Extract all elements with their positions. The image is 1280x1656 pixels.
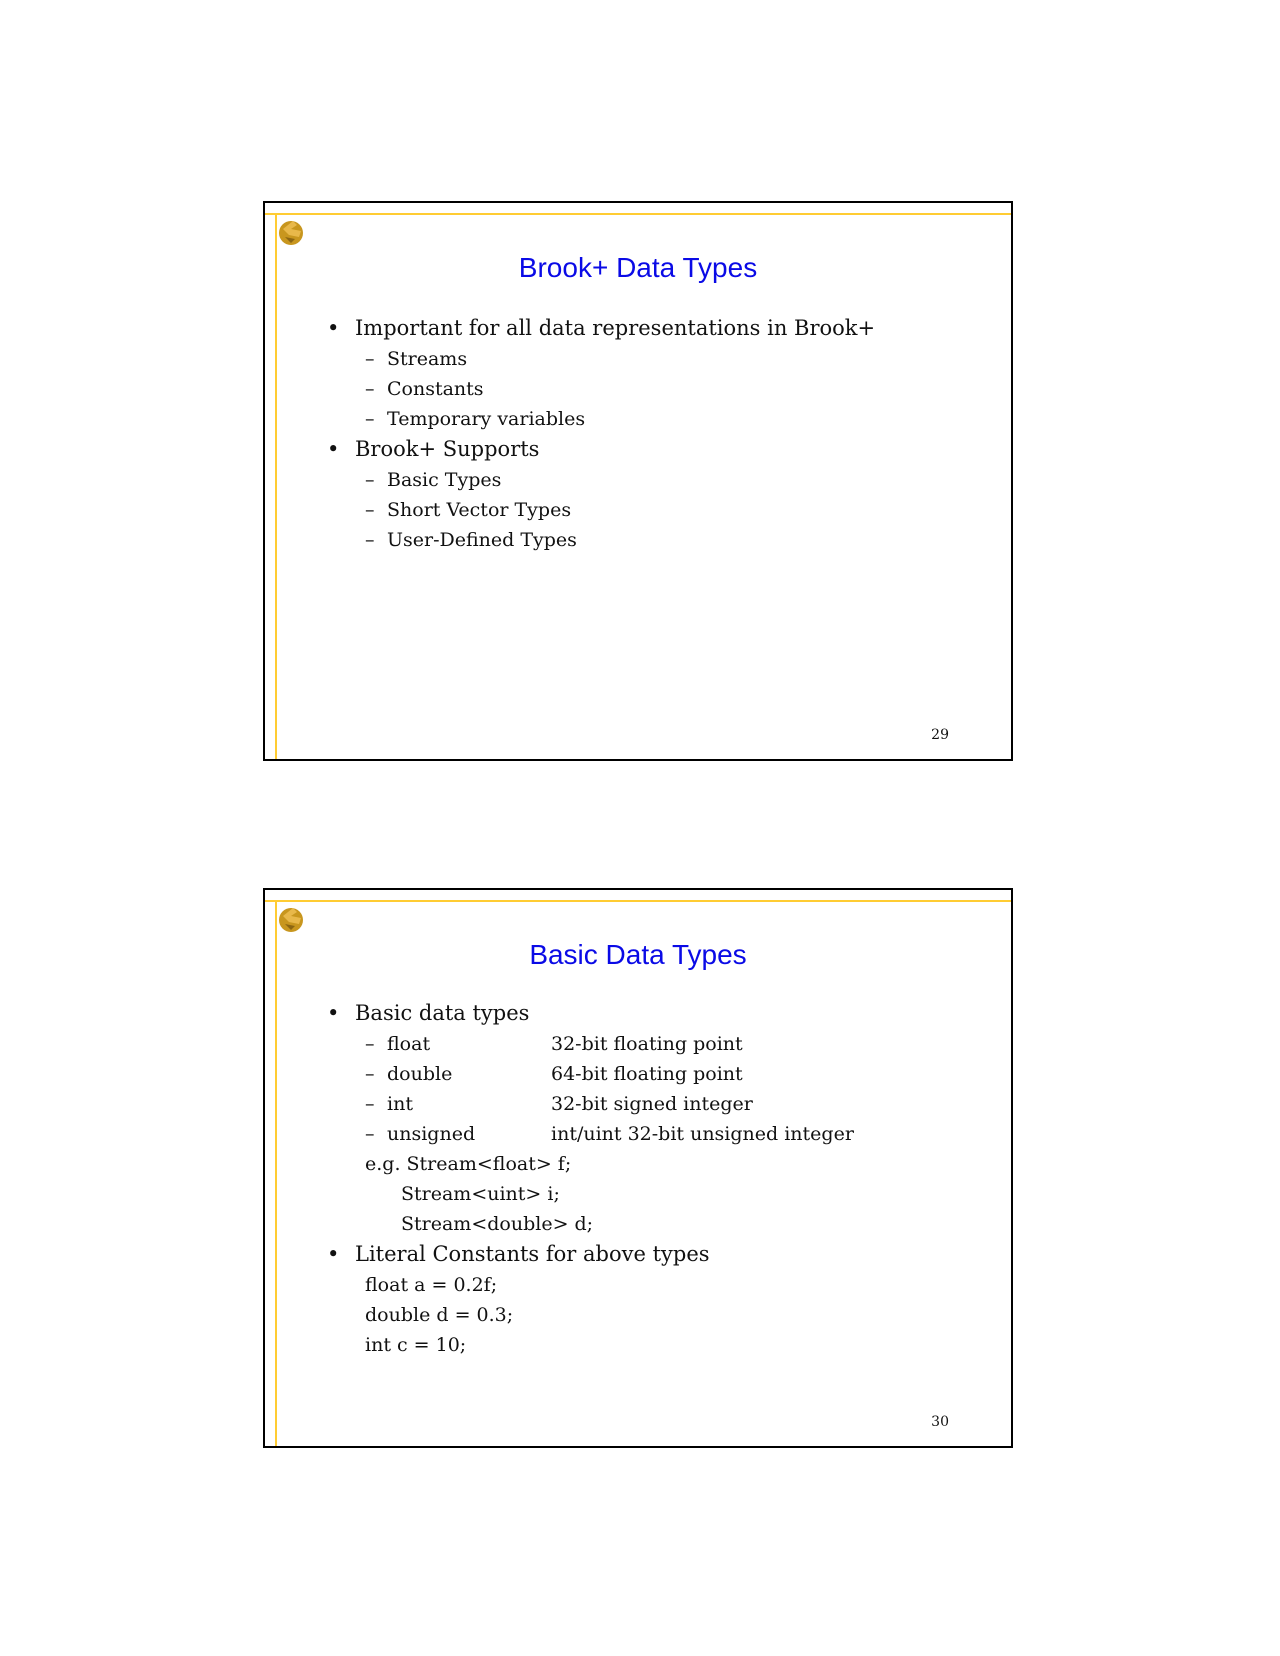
example-line: Stream<double> d;: [401, 1213, 594, 1235]
list-item: • Brook+ Supports: [327, 434, 991, 465]
dash-icon: –: [365, 408, 375, 430]
type-name: double: [387, 1063, 453, 1085]
example-line: e.g. Stream<float> f;: [365, 1153, 572, 1175]
page-number: 30: [931, 1414, 949, 1430]
pegasus-logo-icon: [275, 902, 309, 936]
slide-title: Brook+ Data Types: [518, 252, 758, 283]
literal-line: double d = 0.3;: [365, 1304, 514, 1326]
list-item: • Important for all data representations in Brook+: [327, 313, 991, 344]
list-item: • Basic data types: [327, 998, 991, 1029]
bullet-icon: •: [327, 1242, 340, 1266]
dash-icon: –: [365, 1033, 375, 1055]
dash-icon: –: [365, 469, 375, 491]
list-item: – Short Vector Types: [327, 495, 991, 525]
accent-line-horizontal: [265, 900, 1011, 902]
type-name: float: [387, 1033, 431, 1055]
slide-title: Basic Data Types: [529, 939, 747, 970]
example-line: Stream<uint> i;: [401, 1183, 560, 1205]
list-item: – User-Defined Types: [327, 525, 991, 555]
accent-line-horizontal: [265, 213, 1011, 215]
type-desc: int/uint 32-bit unsigned integer: [551, 1123, 854, 1145]
type-desc: 32-bit floating point: [551, 1033, 743, 1055]
list-item: • Literal Constants for above types: [327, 1239, 991, 1270]
dash-icon: –: [365, 1123, 375, 1145]
literal-line: float a = 0.2f;: [365, 1274, 498, 1296]
bullet-list: [327, 998, 991, 1360]
slide-30: [263, 888, 1013, 1448]
bullet-icon: •: [327, 316, 340, 340]
list-item: – Constants: [327, 374, 991, 404]
type-row: [327, 1029, 991, 1059]
dash-icon: –: [365, 348, 375, 370]
pegasus-logo-icon: [275, 215, 309, 249]
type-desc: 64-bit floating point: [551, 1063, 743, 1085]
list-item: – Streams: [327, 344, 991, 374]
type-name: unsigned: [387, 1123, 476, 1145]
literal-line: int c = 10;: [365, 1334, 467, 1356]
dash-icon: –: [365, 378, 375, 400]
type-row: [327, 1089, 991, 1119]
bullet-icon: •: [327, 1001, 340, 1025]
bullet-list: [327, 313, 991, 555]
dash-icon: –: [365, 529, 375, 551]
type-name: int: [387, 1093, 413, 1115]
page-number: 29: [931, 727, 949, 743]
dash-icon: –: [365, 499, 375, 521]
list-item: – Basic Types: [327, 465, 991, 495]
bullet-icon: •: [327, 437, 340, 461]
type-row: [327, 1119, 991, 1149]
accent-line-vertical: [275, 900, 277, 1446]
accent-line-vertical: [275, 213, 277, 759]
dash-icon: –: [365, 1063, 375, 1085]
type-desc: 32-bit signed integer: [551, 1093, 753, 1115]
slide-29: [263, 201, 1013, 761]
list-item: – Temporary variables: [327, 404, 991, 434]
dash-icon: –: [365, 1093, 375, 1115]
type-row: [327, 1059, 991, 1089]
